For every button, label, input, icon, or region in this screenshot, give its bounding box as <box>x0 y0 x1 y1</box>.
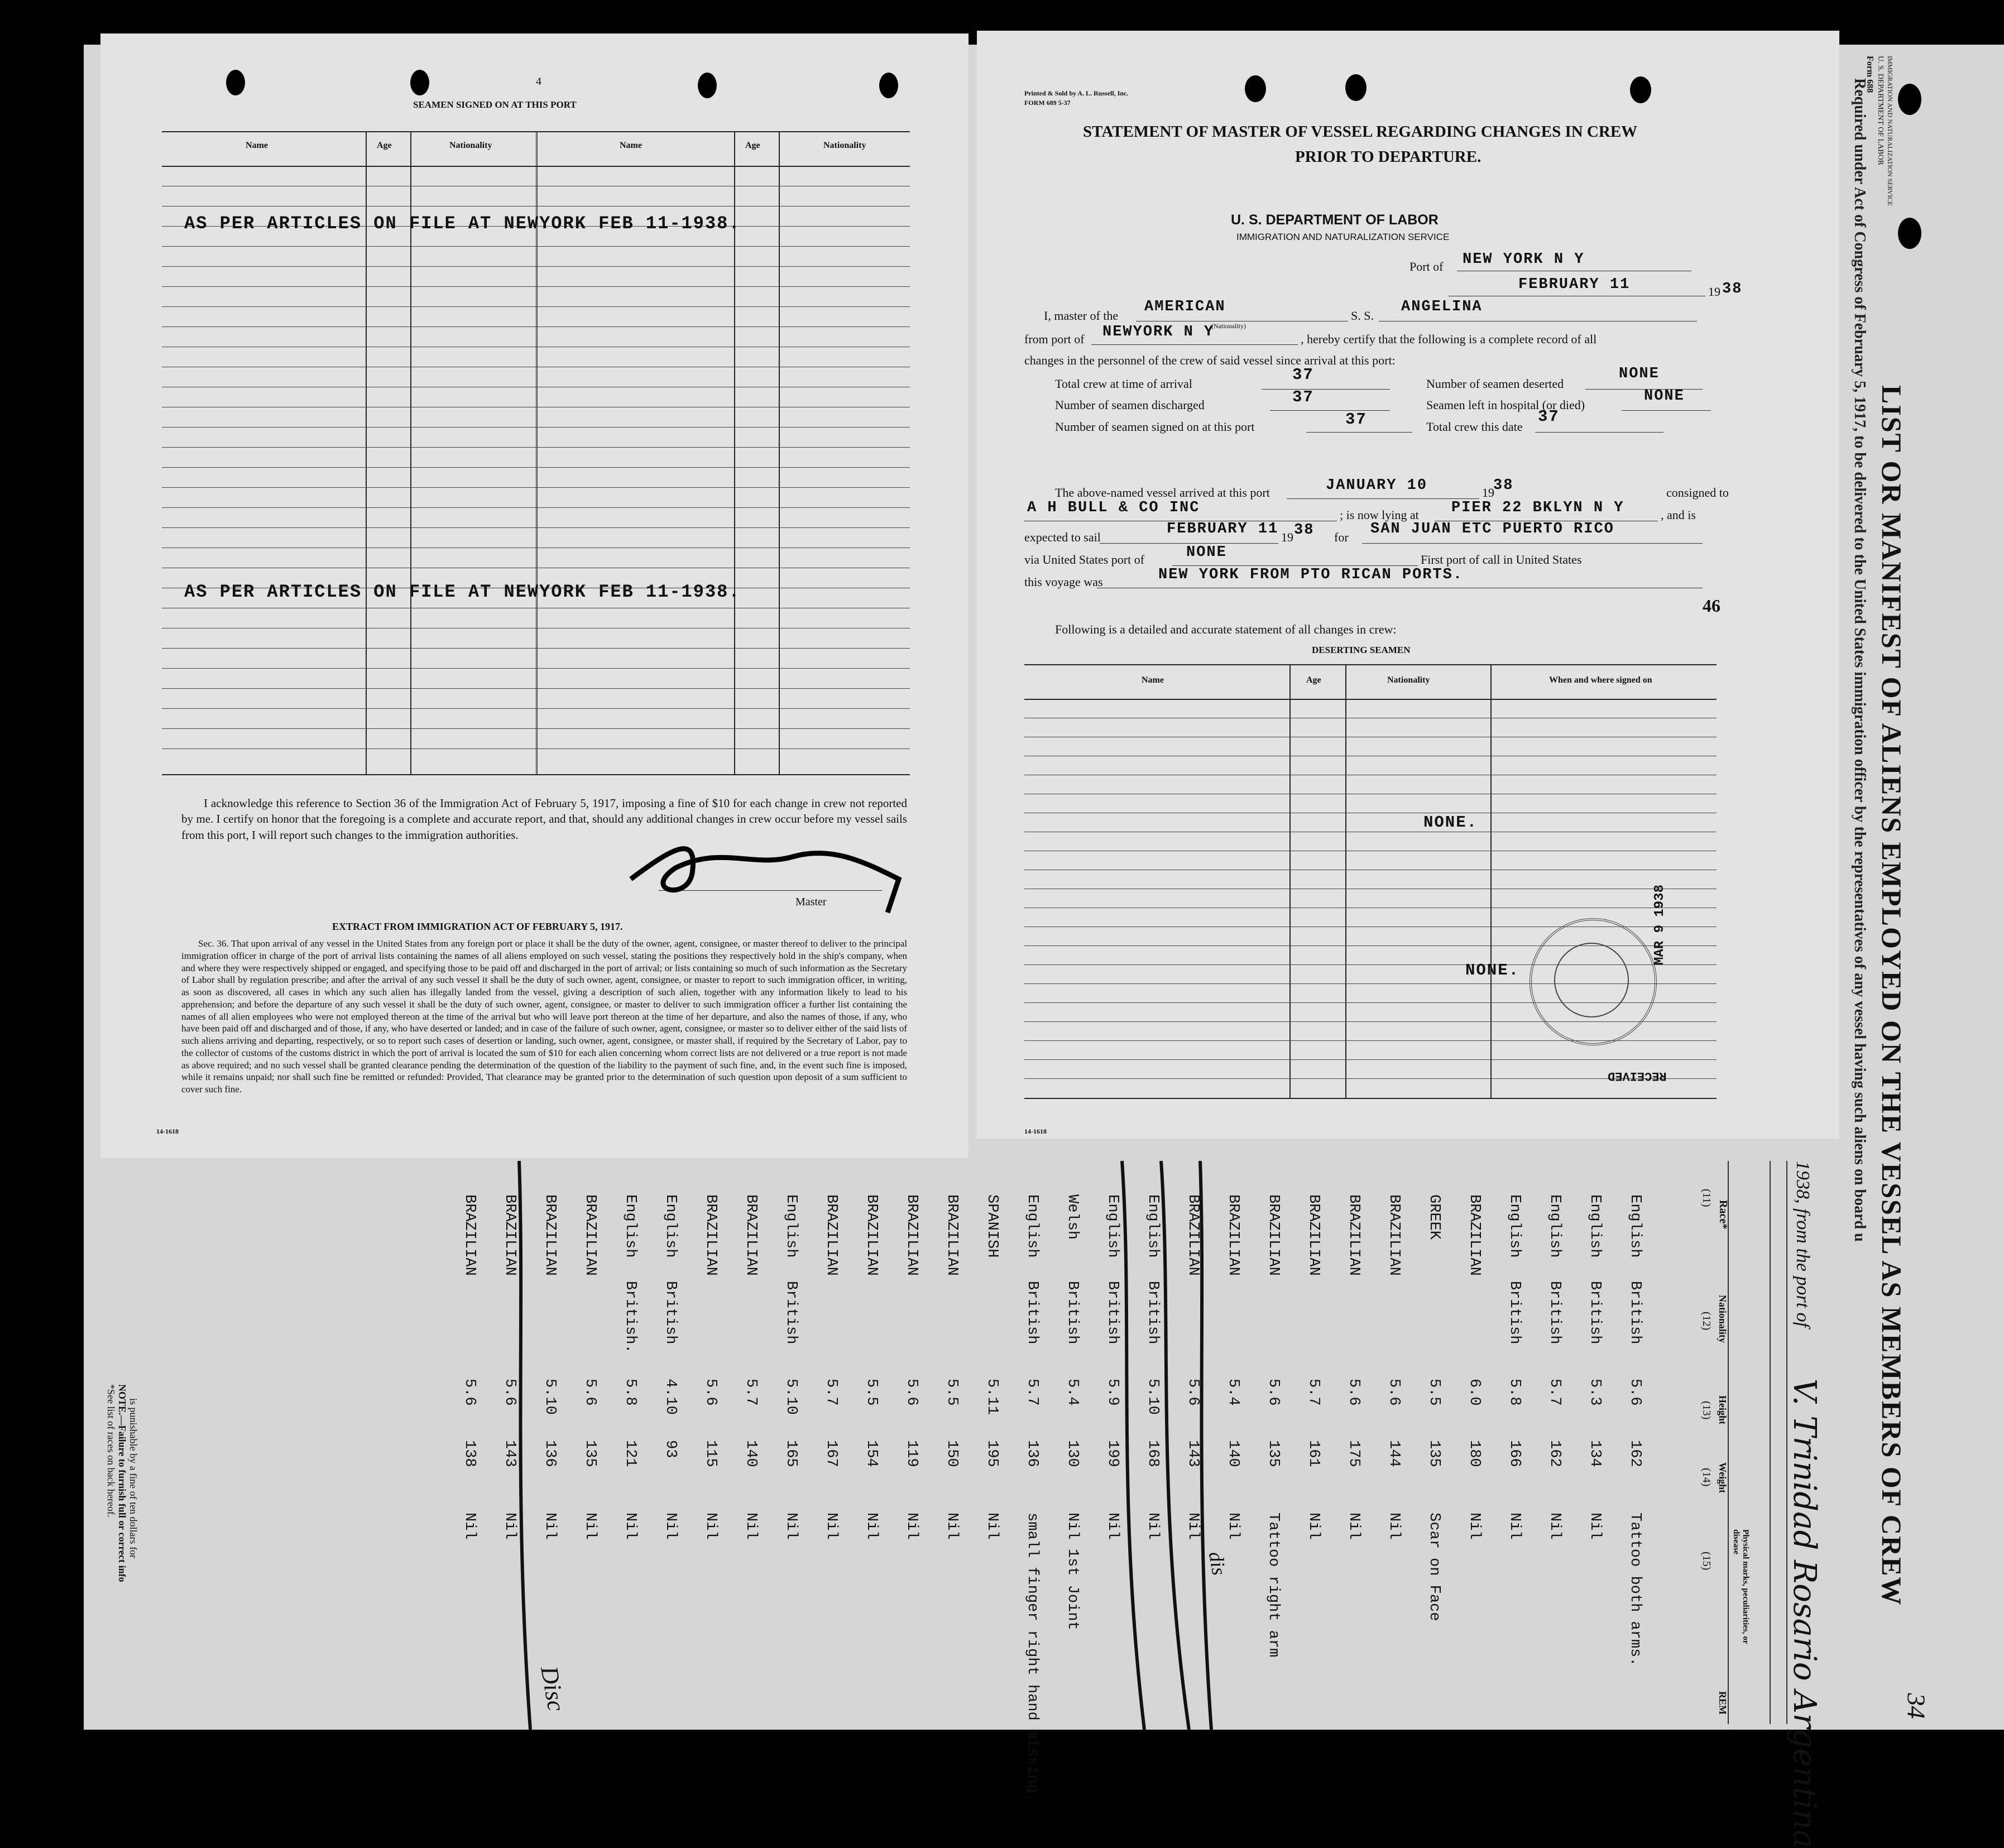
none-stamp-2: NONE. <box>1465 961 1520 980</box>
crew-race: BRAZILIAN <box>501 1194 518 1276</box>
crew-weight: 161 <box>1305 1440 1322 1467</box>
crew-marks: Scar on Face <box>1426 1513 1442 1621</box>
rule-line <box>162 748 910 749</box>
crew-race: BRAZILIAN <box>1345 1194 1362 1276</box>
crew-height: 5.9 <box>1104 1379 1121 1406</box>
rule-line <box>162 306 910 307</box>
crew-race: English <box>1144 1194 1161 1258</box>
lying-value: PIER 22 BKLYN N Y <box>1451 500 1624 516</box>
crew-race: English <box>783 1194 799 1258</box>
crew-marks: Nil <box>622 1513 639 1540</box>
crew-weight: 134 <box>1586 1440 1603 1467</box>
following-label: Following is a detailed and accurate statement of all changes in crew: <box>1055 622 1397 636</box>
rule-line <box>162 708 910 709</box>
crew-weight: 162 <box>1627 1440 1643 1467</box>
crew-height: 5.5 <box>943 1379 960 1406</box>
footnote-races: *See list of races on back hereof. <box>106 1384 117 1518</box>
voyage-value: NEW YORK FROM PTO RICAN PORTS. <box>1158 567 1464 583</box>
number-46: 46 <box>1703 596 1720 616</box>
rule-line <box>162 688 910 689</box>
punch-hole <box>226 70 245 95</box>
footnote-fine: is punishable by a fine of ten dollars for <box>128 1398 139 1558</box>
form-number: FORM 689 5-37 <box>1024 99 1071 107</box>
crew-weight: 195 <box>984 1440 1000 1467</box>
from-port-value: NEWYORK N Y <box>1102 324 1215 340</box>
signed-on-table <box>162 131 910 775</box>
col-nationality: Nationality <box>1387 675 1430 685</box>
typed-line-2: AS PER ARTICLES ON FILE AT NEWYORK FEB 11-1938. <box>184 582 741 602</box>
service-heading: IMMIGRATION AND NATURALIZATION SERVICE <box>1236 232 1450 242</box>
crew-weight: 175 <box>1345 1440 1362 1467</box>
certify-text-2: changes in the personnel of the crew of said vessel since arrival at this port: <box>1024 353 1396 367</box>
crew-marks: Nil <box>1466 1513 1483 1540</box>
crew-height: 5.6 <box>1265 1379 1282 1406</box>
crew-marks: Tattoo right arm <box>1265 1513 1282 1658</box>
crew-height: 5.5 <box>1426 1379 1442 1406</box>
expected-label: expected to sail <box>1024 530 1101 544</box>
master-signature <box>608 812 910 924</box>
col-header-height: Height <box>1717 1395 1728 1424</box>
crew-marks: Tattoo both arms. <box>1627 1513 1643 1667</box>
date-stamp: MAR 9 1938 <box>1652 885 1667 966</box>
crew-height: 5.7 <box>1305 1379 1322 1406</box>
crew-height: 5.10 <box>1144 1379 1161 1415</box>
crew-race: BRAZILIAN <box>943 1194 960 1276</box>
col-header-marks: Physical marks, peculiarities, or disease <box>1732 1529 1750 1644</box>
crew-height: 5.6 <box>461 1379 478 1406</box>
right-page <box>977 31 1839 1139</box>
crew-weight: 115 <box>702 1440 719 1467</box>
col-age: Age <box>1306 675 1321 685</box>
crew-height: 5.6 <box>903 1379 920 1406</box>
crew-height: 5.11 <box>984 1379 1000 1415</box>
crew-weight: 143 <box>1185 1440 1201 1467</box>
arrived-year: 38 <box>1493 477 1514 494</box>
col-nationality: Nationality <box>449 141 492 150</box>
vessel-value: ANGELINA <box>1401 299 1483 315</box>
crew-weight: 167 <box>823 1440 840 1467</box>
rule-line <box>162 286 910 287</box>
total-arrival-label: Total crew at time of arrival <box>1055 377 1192 391</box>
crew-nat: British <box>1506 1281 1523 1345</box>
crew-race: BRAZILIAN <box>903 1194 920 1276</box>
col-when-where: When and where signed on <box>1549 675 1652 685</box>
crew-weight: 166 <box>1506 1440 1523 1467</box>
master-label: Master <box>795 896 827 908</box>
from-port-label: from port of <box>1024 332 1085 346</box>
crew-weight: 143 <box>501 1440 518 1467</box>
form-code: 14-1618 <box>1024 1127 1047 1135</box>
crew-race: English <box>1546 1194 1563 1258</box>
crew-nat: British <box>1024 1281 1041 1345</box>
crew-nat: British. <box>622 1281 639 1353</box>
crew-race: BRAZILIAN <box>742 1194 759 1276</box>
crew-height: 5.8 <box>622 1379 639 1406</box>
total-date-label: Total crew this date <box>1426 420 1523 434</box>
form-code: 14-1618 <box>156 1127 179 1135</box>
crew-height: 5.7 <box>823 1379 840 1406</box>
col-header-nationality: Nationality <box>1717 1295 1728 1343</box>
col-name: Name <box>246 141 268 150</box>
crew-race: BRAZILIAN <box>541 1194 558 1276</box>
crew-weight: 121 <box>622 1440 639 1467</box>
date-value: FEBRUARY 11 <box>1518 276 1631 293</box>
discharged-value: 37 <box>1292 388 1314 406</box>
rule-line <box>162 507 910 508</box>
hospital-label: Seamen left in hospital (or died) <box>1426 398 1585 412</box>
and-is: , and is <box>1661 508 1696 522</box>
crew-marks: Nil <box>582 1513 598 1540</box>
crew-weight: 93 <box>662 1440 679 1458</box>
crew-height: 5.6 <box>582 1379 598 1406</box>
master-of-label: I, master of the <box>1044 309 1119 323</box>
nationality-value: AMERICAN <box>1144 299 1226 315</box>
rule-line <box>162 527 910 528</box>
crew-height: 5.6 <box>1627 1379 1643 1406</box>
year-from-port: 1938, from the port of <box>1792 1161 1813 1328</box>
col-num-12: (12) <box>1700 1312 1713 1331</box>
col-age: Age <box>745 141 760 150</box>
col-header-remarks: REM <box>1717 1691 1728 1715</box>
col-num-14: (14) <box>1700 1468 1713 1487</box>
rule-line <box>162 467 910 468</box>
voyage-label: this voyage was <box>1024 575 1103 589</box>
crew-race: BRAZILIAN <box>461 1194 478 1276</box>
rule-line <box>162 668 910 669</box>
crew-nat: British <box>662 1281 679 1345</box>
crew-height: 5.6 <box>501 1379 518 1406</box>
crew-nat: British <box>783 1281 799 1345</box>
crew-weight: 119 <box>903 1440 920 1467</box>
crew-height: 5.7 <box>1024 1379 1041 1406</box>
crew-height: 5.6 <box>1185 1379 1201 1406</box>
crew-weight: 180 <box>1466 1440 1483 1467</box>
discharged-label: Number of seamen discharged <box>1055 398 1205 412</box>
crew-race: BRAZILIAN <box>863 1194 880 1276</box>
punch-hole <box>1245 75 1266 102</box>
col-age: Age <box>377 141 392 150</box>
crew-nat: British <box>1104 1281 1121 1345</box>
crew-height: 5.5 <box>863 1379 880 1406</box>
crew-race: Welsh <box>1064 1194 1081 1240</box>
acknowledgement: I acknowledge this reference to Section 36 of the Immigration Act of February 5, 1917, imposing a fine of $10 for each change in crew not reported by me. I certify on honor that the foregoing is a complete and accurate report, and that, should any additional changes in crew occur before my vessel sails from this port, I will report such changes to the immigration authorities. <box>181 796 907 842</box>
crew-marks: Nil <box>783 1513 799 1540</box>
crew-marks: Nil <box>1546 1513 1563 1540</box>
statement-subtitle: PRIOR TO DEPARTURE. <box>1295 148 1482 166</box>
crew-weight: 144 <box>1385 1440 1402 1467</box>
crew-height: 5.3 <box>1586 1379 1603 1406</box>
arrived-label: The above-named vessel arrived at this port <box>1055 486 1270 500</box>
crew-nat: British <box>1586 1281 1603 1345</box>
ruled-lines <box>162 166 910 774</box>
col-num-11: (11) <box>1700 1189 1713 1207</box>
crew-race: English <box>1024 1194 1041 1258</box>
crew-marks: Nil <box>662 1513 679 1540</box>
deserted-label: Number of seamen deserted <box>1426 377 1564 391</box>
via-value: NONE <box>1186 544 1227 561</box>
crew-nat: British <box>1627 1281 1643 1345</box>
crew-race: BRAZILIAN <box>1466 1194 1483 1276</box>
year-prefix: 19 <box>1281 530 1293 544</box>
crew-race: BRAZILIAN <box>823 1194 840 1276</box>
extract-text: Sec. 36. That upon arrival of any vessel in the United States from any foreign port or place it shall be the duty of the owner, agent, consignee, or master thereof to deliver to the principal immigration officer in charge of the port of arrival lists containing the names of all aliens employed on such vessel, stating the positions they respectively hold in the ship's company, when and where they were respectively shipped or engaged, and specifying those to be paid off and discharged in the port of arrival; or lists containing so much of such information as the Secretary of Labor shall by regulation prescribe; and after the arrival of any such vessel it shall be the duty of such owner, agent, consignee, or master to report to such immigration officer, in writing, as soon as discovered, all cases in which any such alien has illegally landed from the vessel, giving a description of such alien, together with any information likely to lead to his apprehension; and before the departure of any such vessel it shall be the duty of such owner, agent, consignee, or master to deliver to such immigration officer a further list containing the names of all alien employees who were not employed thereon at the time of the arrival but who will leave port thereon at the time of her departure, and also the names of those, if any, who have been paid off and discharged and of those, if any, who have deserted or landed; and in case of the failure of such owner, agent, consignee, or master so to deliver either of the said lists of such aliens arriving and departing, respectively, or so to report such cases of desertion or landing, such owner, agent, consignee, or master shall, if required by the Secretary of Labor, pay to the collector of customs of the customs district in which the port of arrival is located the sum of $10 for each alien concerning whom correct lists are not delivered or a true report is not made as above required; and no such vessel shall be granted clearance pending the determination of the question of the liability to the payment of such fine, and, in the event such fine is imposed, while it remains unpaid; nor shall such fine be remitted or refunded: Provided, That clearance may be granted prior to the determination of such question upon deposit of a sum sufficient to cover such fine. <box>181 938 907 1095</box>
rule-line <box>1024 1059 1717 1060</box>
rule-line <box>162 427 910 428</box>
crew-race: BRAZILIAN <box>1305 1194 1322 1276</box>
crew-weight: 140 <box>742 1440 759 1467</box>
rule-line <box>162 728 910 729</box>
form-label: Form 688 <box>1865 56 1874 93</box>
crew-marks: Nil <box>1225 1513 1241 1540</box>
crew-marks: small finger right hand missing. <box>1024 1513 1041 1802</box>
crew-race: English <box>622 1194 639 1258</box>
left-page <box>100 33 969 1158</box>
crew-marks: Nil <box>863 1513 880 1540</box>
deserted-value: NONE <box>1619 366 1660 382</box>
crew-race: BRAZILIAN <box>1185 1194 1201 1276</box>
statement-title: STATEMENT OF MASTER OF VESSEL REGARDING CHANGES IN CREW <box>1083 123 1638 141</box>
page-number: 34 <box>1902 1693 1931 1719</box>
crew-weight: 154 <box>863 1440 880 1467</box>
expected-year: 38 <box>1294 522 1315 539</box>
crew-race: English <box>1506 1194 1523 1258</box>
col-num-15: (15) <box>1700 1552 1713 1571</box>
rule-line <box>162 206 910 207</box>
consignee-value: A H BULL & CO INC <box>1027 500 1200 516</box>
crew-weight: 168 <box>1144 1440 1161 1467</box>
crew-weight: 135 <box>1265 1440 1282 1467</box>
crew-weight: 199 <box>1104 1440 1121 1467</box>
crew-race: GREEK <box>1426 1194 1442 1240</box>
col-name: Name <box>620 141 642 150</box>
crew-nat: British <box>1546 1281 1563 1345</box>
handwritten-note: dis <box>1204 1549 1231 1577</box>
crew-height: 5.6 <box>1385 1379 1402 1406</box>
signed-on-value: 37 <box>1345 410 1367 429</box>
crew-race: BRAZILIAN <box>1265 1194 1282 1276</box>
crew-marks: Nil <box>943 1513 960 1540</box>
for-value: SAN JUAN ETC PUERTO RICO <box>1370 521 1614 537</box>
crew-weight: 136 <box>1024 1440 1041 1467</box>
crew-weight: 135 <box>582 1440 598 1467</box>
manifest-subtitle: Required under Act of Congress of February 5, 1917, to be delivered to the United States immigration officer by the representatives of any vessel having such aliens on board u <box>1851 78 1868 1242</box>
crew-race: English <box>1104 1194 1121 1258</box>
port-label: Port of <box>1409 260 1444 273</box>
crew-height: 5.6 <box>702 1379 719 1406</box>
deserting-heading: DESERTING SEAMEN <box>1312 645 1411 655</box>
certify-text: , hereby certify that the following is a complete record of all <box>1301 332 1597 346</box>
crew-height: 5.8 <box>1506 1379 1523 1406</box>
crew-marks: Nil <box>1586 1513 1603 1540</box>
crew-nat: British <box>1064 1281 1081 1345</box>
crew-marks: Nil <box>1305 1513 1322 1540</box>
crew-weight: 130 <box>1064 1440 1081 1467</box>
total-date-value: 37 <box>1538 407 1560 426</box>
crew-weight: 135 <box>1426 1440 1442 1467</box>
crew-race: English <box>662 1194 679 1258</box>
crew-race: BRAZILIAN <box>1385 1194 1402 1276</box>
crew-race: SPANISH <box>984 1194 1000 1258</box>
crew-weight: 150 <box>943 1440 960 1467</box>
crew-race: English <box>1627 1194 1643 1258</box>
crew-weight: 165 <box>783 1440 799 1467</box>
crew-marks: Nil <box>1185 1513 1201 1540</box>
port-value: NEW YORK N Y <box>1463 251 1585 268</box>
crew-race: BRAZILIAN <box>702 1194 719 1276</box>
crew-marks: Nil <box>1144 1513 1161 1540</box>
year-prefix: 19 <box>1482 486 1494 500</box>
col-header-weight: Weight <box>1717 1462 1728 1494</box>
crew-marks: Nil <box>1385 1513 1402 1540</box>
page-number-4: 4 <box>536 75 541 88</box>
handwritten-note: Disc <box>535 1664 570 1713</box>
crew-height: 5.6 <box>1345 1379 1362 1406</box>
year-value: 38 <box>1722 281 1743 297</box>
col-num-13: (13) <box>1700 1401 1713 1420</box>
footnote-note: NOTE.—Failure to furnish full or correct info <box>117 1384 128 1582</box>
crew-marks: Nil <box>1345 1513 1362 1540</box>
typed-line-1: AS PER ARTICLES ON FILE AT NEWYORK FEB 11-1938. <box>184 213 741 234</box>
printer-label: Printed & Sold by A. L. Russell, Inc. <box>1024 89 1129 97</box>
punch-hole <box>1630 76 1651 103</box>
crew-weight: 162 <box>1546 1440 1563 1467</box>
for-label: for <box>1334 530 1349 544</box>
crew-height: 5.10 <box>783 1379 799 1415</box>
year-prefix: 19 <box>1708 285 1720 299</box>
dept-label: U. S. DEPARTMENT OF LABOR <box>1876 56 1885 165</box>
signed-on-label: Number of seamen signed on at this port <box>1055 420 1255 434</box>
crew-marks: Nil <box>984 1513 1000 1540</box>
crew-marks: Nil <box>903 1513 920 1540</box>
none-stamp-1: NONE. <box>1423 813 1478 832</box>
extract-heading: EXTRACT FROM IMMIGRATION ACT OF FEBRUARY 5, 1917. <box>332 921 623 932</box>
col-name: Name <box>1142 675 1164 685</box>
crew-height: 5.7 <box>1546 1379 1563 1406</box>
dept-heading: U. S. DEPARTMENT OF LABOR <box>1231 212 1439 228</box>
crew-height: 4.10 <box>662 1379 679 1415</box>
rule-line <box>162 648 910 649</box>
punch-hole <box>410 70 429 95</box>
arrived-value: JANUARY 10 <box>1326 477 1428 494</box>
left-heading: SEAMEN SIGNED ON AT THIS PORT <box>413 99 577 110</box>
crew-race: English <box>1586 1194 1603 1258</box>
ss-label: S. S. <box>1351 309 1374 323</box>
crew-marks: Nil <box>1104 1513 1121 1540</box>
crew-race: BRAZILIAN <box>582 1194 598 1276</box>
rule-line <box>162 246 910 247</box>
manifest-title: LIST OR MANIFEST OF ALIENS EMPLOYED ON THE VESSEL AS MEMBERS OF CREW <box>1876 385 1907 1606</box>
rule-line <box>162 266 910 267</box>
crew-race: BRAZILIAN <box>1225 1194 1241 1276</box>
punch-hole <box>879 73 898 98</box>
rule-line <box>162 487 910 488</box>
crew-nat: British <box>1144 1281 1161 1345</box>
total-arrival-value: 37 <box>1292 366 1314 384</box>
crew-weight: 140 <box>1225 1440 1241 1467</box>
hospital-value: NONE <box>1644 388 1685 405</box>
crew-marks: Nil <box>742 1513 759 1540</box>
crew-height: 5.10 <box>541 1379 558 1415</box>
expected-value: FEBRUARY 11 <box>1167 521 1279 537</box>
crew-weight: 138 <box>461 1440 478 1467</box>
col-header-race: Race* <box>1717 1200 1729 1230</box>
crew-marks: Nil 1st Joint <box>1064 1513 1081 1630</box>
crew-marks: Nil <box>541 1513 558 1540</box>
handwritten-port: V. Trinidad Rosario Argentina <box>1786 1379 1823 1848</box>
crew-height: 6.0 <box>1466 1379 1483 1406</box>
crew-height: 5.7 <box>742 1379 759 1406</box>
consigned-label: consigned to <box>1666 486 1729 500</box>
punch-hole <box>1345 74 1367 101</box>
received-text: RECEIVED <box>1608 1069 1667 1083</box>
crew-marks: Nil <box>702 1513 719 1540</box>
via-label: via United States port of <box>1024 553 1145 567</box>
service-label: IMMIGRATION AND NATURALIZATION SERVICE <box>1886 56 1894 206</box>
punch-hole <box>698 73 717 98</box>
crew-marks: Nil <box>501 1513 518 1540</box>
crew-marks: Nil <box>823 1513 840 1540</box>
crew-weight: 136 <box>541 1440 558 1467</box>
crew-marks: Nil <box>1506 1513 1523 1540</box>
nationality-caption: (Nationality) <box>1211 322 1246 330</box>
lying-label: ; is now lying at <box>1340 508 1419 522</box>
rule-line <box>162 447 910 448</box>
col-nationality: Nationality <box>823 141 866 150</box>
crew-height: 5.4 <box>1064 1379 1081 1406</box>
crew-marks: Nil <box>461 1513 478 1540</box>
crew-height: 5.4 <box>1225 1379 1241 1406</box>
first-port-label: First port of call in United States <box>1421 553 1582 567</box>
received-stamp <box>1530 918 1657 1045</box>
